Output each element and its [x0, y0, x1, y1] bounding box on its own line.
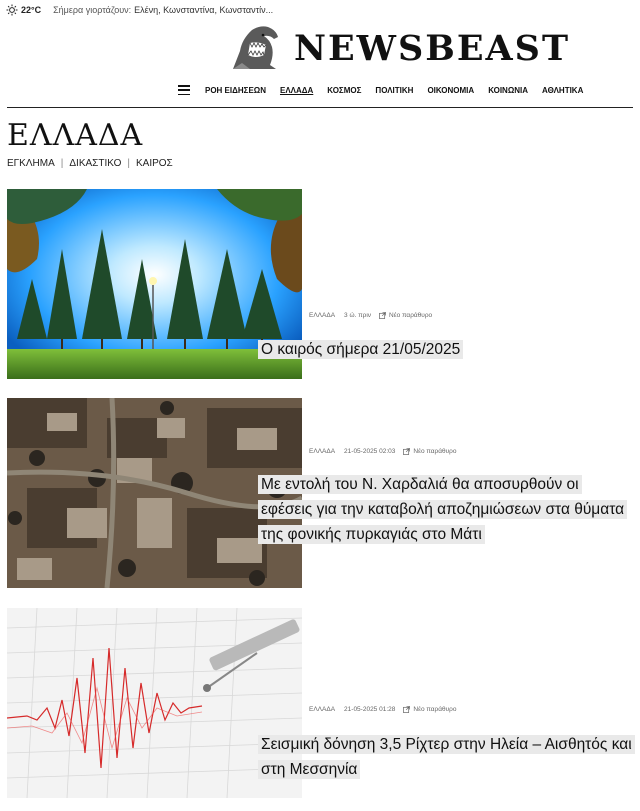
namedays-label: Σήμερα γιορτάζουν:	[53, 5, 132, 15]
article-meta	[309, 448, 456, 455]
namedays-link[interactable]: Ελένη, Κωνσταντίνα, Κωνσταντίν...	[134, 5, 274, 15]
headline-text[interactable]: Ο καιρός σήμερα 21/05/2025	[258, 340, 463, 359]
article-category[interactable]: ΕΛΛΑΔΑ	[309, 448, 336, 455]
article-card[interactable]	[7, 189, 633, 379]
header-divider	[7, 107, 633, 108]
article-headline[interactable]	[258, 472, 633, 547]
nav-item-kosmos[interactable]: ΚΟΣΜΟΣ	[327, 85, 362, 95]
article-time: 21-05-2025 02:03	[344, 448, 396, 455]
nav-item-athlitika[interactable]: ΑΘΛΗΤΙΚΑ	[542, 85, 584, 95]
weather-bar	[6, 3, 273, 17]
page-title: ΕΛΛΑΔΑ	[7, 118, 144, 153]
article-card[interactable]	[7, 398, 633, 588]
article-headline[interactable]	[258, 732, 633, 782]
article-time: 3 ώ. πριν	[344, 312, 372, 319]
subnav-item-dikastiko[interactable]: ΔΙΚΑΣΤΙΚΟ	[69, 158, 122, 169]
subnav-item-egklima[interactable]: ΕΓΚΛΗΜΑ	[7, 158, 55, 169]
subnav-separator: |	[60, 158, 64, 169]
subnav-item-kairos[interactable]: ΚΑΙΡΟΣ	[135, 158, 173, 169]
headline-text[interactable]: Με εντολή του Ν. Χαρδαλιά θα αποσυρθούν οι εφέσεις για την καταβολή αποζημιώσεων στα θύματα της φονικής πυρκαγιάς στο Μάτι	[258, 475, 627, 544]
logo-text: NEWSBEAST	[294, 27, 570, 69]
nav-item-roi-eidiseon[interactable]: ΡΟΗ ΕΙΔΗΣΕΩΝ	[205, 85, 266, 95]
sun-icon	[6, 4, 18, 16]
hamburger-icon[interactable]	[178, 85, 190, 95]
nav-item-koinonia[interactable]: ΚΟΙΝΩΝΙΑ	[488, 85, 529, 95]
temperature: 22°C	[21, 5, 42, 15]
article-meta	[309, 312, 432, 319]
headline-text[interactable]: Σεισμική δόνηση 3,5 Ρίχτερ στην Ηλεία – Αισθητός και στη Μεσσηνία	[258, 735, 635, 779]
new-window-link[interactable]: Νέο παράθυρο	[413, 448, 457, 455]
external-link-icon[interactable]	[403, 706, 410, 713]
subnav-separator: |	[127, 158, 130, 169]
nav-item-politiki[interactable]: ΠΟΛΙΤΙΚΗ	[375, 85, 414, 95]
article-category[interactable]: ΕΛΛΑΔΑ	[309, 706, 336, 713]
article-card[interactable]	[7, 608, 633, 798]
section-subnav	[7, 158, 173, 169]
shark-icon	[230, 25, 280, 71]
new-window-link[interactable]: Νέο παράθυρο	[413, 706, 457, 713]
article-headline[interactable]	[258, 337, 528, 362]
article-time: 21-05-2025 01:28	[344, 706, 396, 713]
nav-item-ellada[interactable]: ΕΛΛΑΔΑ	[279, 85, 314, 95]
main-nav	[178, 83, 583, 97]
article-category[interactable]: ΕΛΛΑΔΑ	[309, 312, 336, 319]
external-link-icon[interactable]	[403, 448, 410, 455]
site-logo[interactable]	[230, 24, 570, 72]
external-link-icon[interactable]	[379, 312, 386, 319]
nav-item-oikonomia[interactable]: ΟΙΚΟΝΟΜΙΑ	[427, 85, 475, 95]
new-window-link[interactable]: Νέο παράθυρο	[389, 312, 433, 319]
article-meta	[309, 706, 456, 713]
